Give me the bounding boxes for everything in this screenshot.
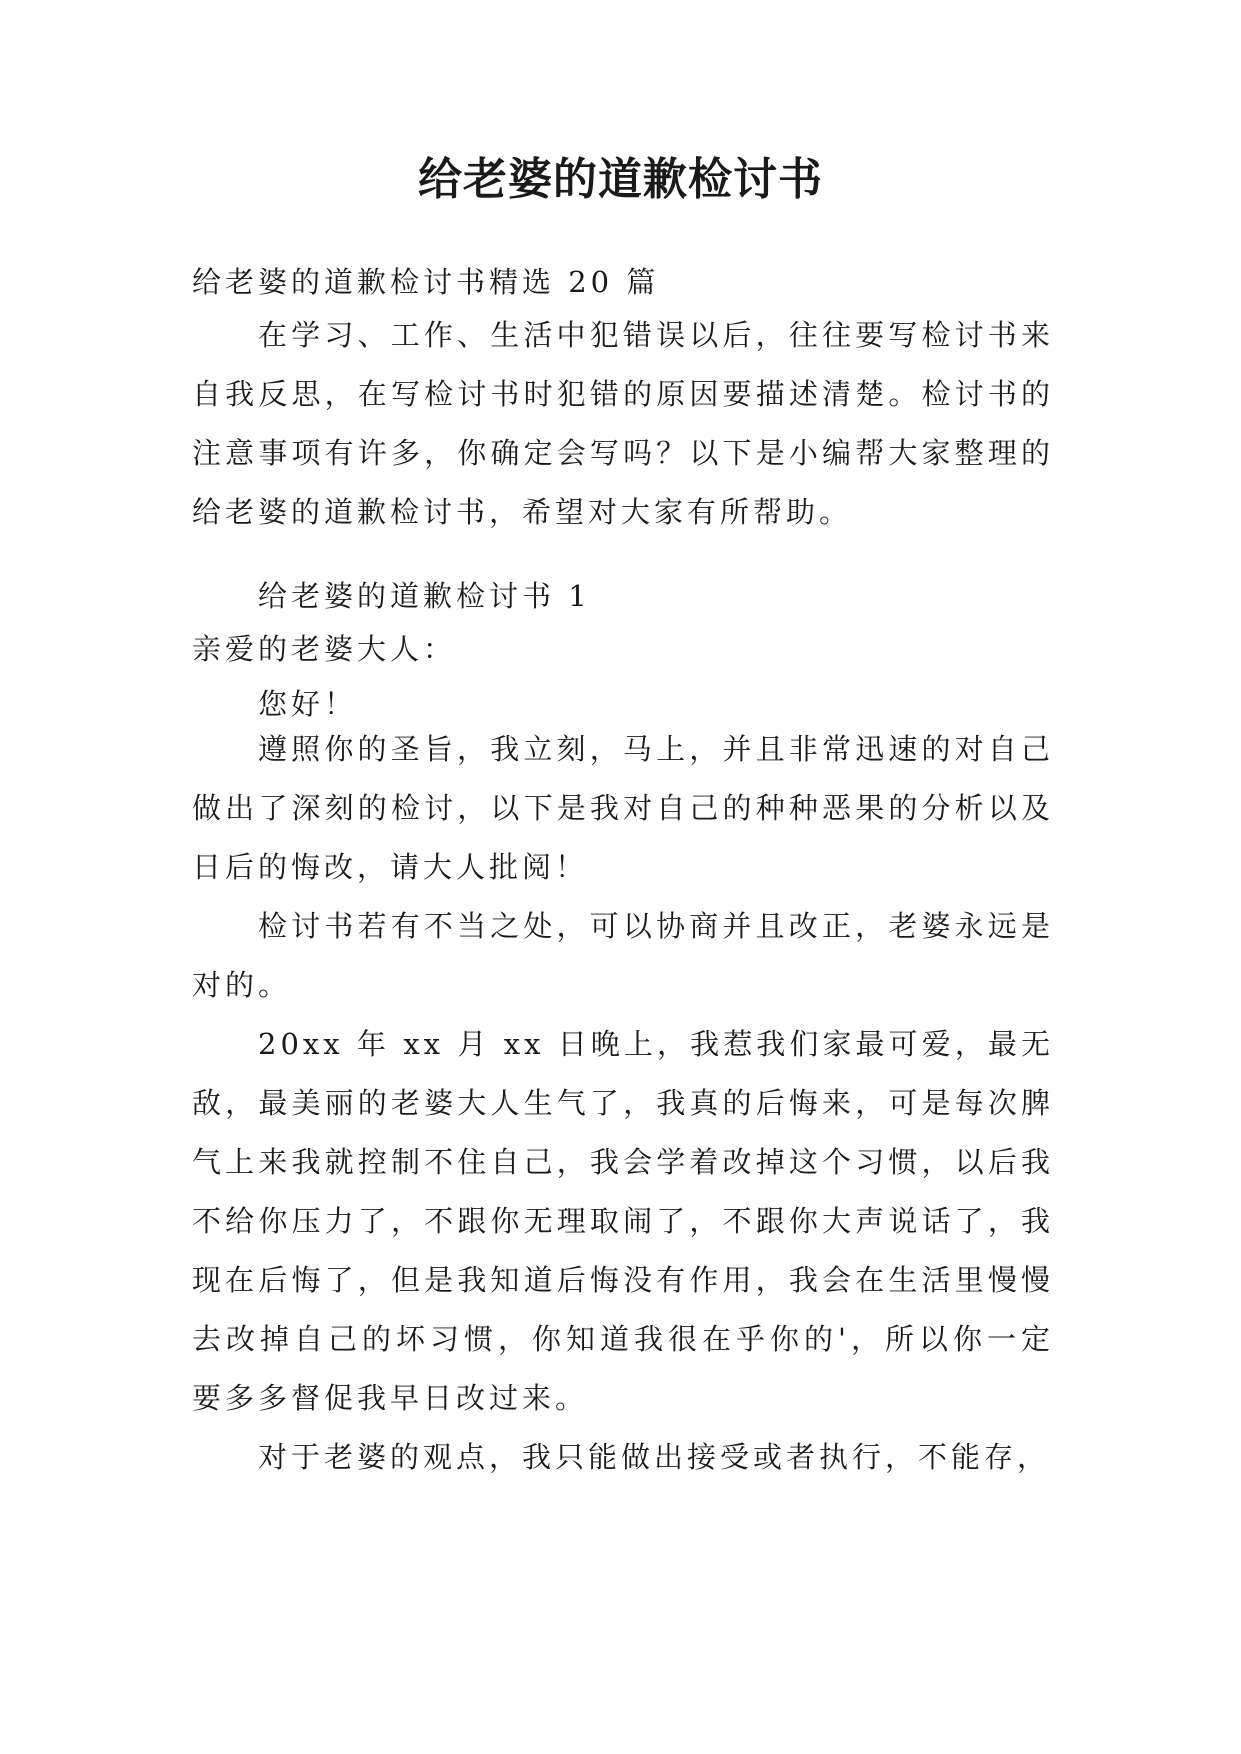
body-paragraph: 对于老婆的观点，我只能做出接受或者执行，不能存， [258, 1440, 1051, 1474]
body-paragraph: 遵照你的圣旨，我立刻，马上，并且非常迅速的对自己做出了深刻的检讨，以下是我对自己的种种恶果的分析以及日后的悔改，请大人批阅！ [192, 732, 1054, 884]
body-paragraph: 检讨书若有不当之处，可以协商并且改正，老婆永远是对的。 [192, 909, 1054, 1002]
greeting: 您好！ [258, 687, 358, 721]
intro-paragraph: 在学习、工作、生活中犯错误以后，往往要写检讨书来自我反思，在写检讨书时犯错的原因要描述清楚。检讨书的注意事项有许多，你确定会写吗？以下是小编帮大家整理的给老婆的道歉检讨书，希望对大家有所帮助。 [192, 318, 1054, 529]
document-title: 给老婆的道歉检讨书 [418, 154, 823, 205]
intro-block [192, 306, 1054, 542]
section-heading: 给老婆的道歉检讨书 1 [258, 579, 591, 613]
document-subtitle: 给老婆的道歉检讨书精选 20 篇 [192, 265, 660, 299]
section1-body [192, 720, 1054, 1487]
body-paragraph: 20xx 年 xx 月 xx 日晚上，我惹我们家最可爱，最无敌，最美丽的老婆大人生气了，我真的后悔来，可是每次脾气上来我就控制不住自己，我会学着改掉这个习惯，以后我不给你压力了，不跟你无理取闹了，不跟你大声说话了，我现在后悔了，但是我知道后悔没有作用，我会在生活里慢慢去改掉自己的坏习惯，你知道我很在乎你的'，所以你一定要多多督促我早日改过来。 [192, 1027, 1054, 1415]
salutation: 亲爱的老婆大人： [192, 632, 457, 666]
